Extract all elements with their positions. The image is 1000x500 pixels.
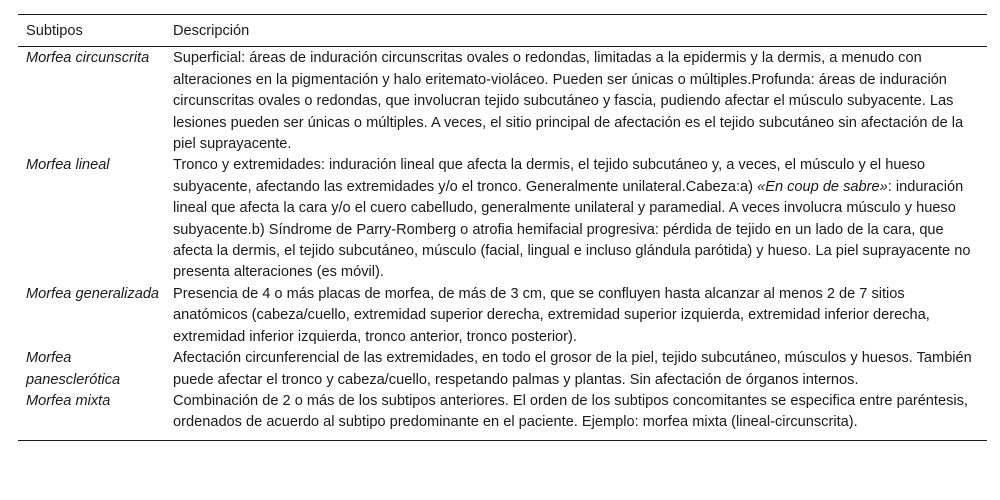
description-cell xyxy=(165,155,987,283)
subtype-cell: Morfea lineal xyxy=(26,157,110,174)
table-row xyxy=(18,284,987,348)
description-text: : induración lineal que afecta la cara y/o el cuero cabelludo, generalmente unilateral y paramedial. A veces involucra músculo y hueso subyacente.b) Síndrome de Parry-Romberg o atrofia hemifacial progresiva: pérdida de tejido en un lado de la cara, que afecta la dermis, el tejido subcutáneo, músculo (facial, lingual e incluso glándula parótida) y hueso. La piel suprayacente no presenta alteraciones (es móvil). xyxy=(173,178,971,281)
morphea-subtypes-table xyxy=(18,14,987,441)
subtype-cell: Morfea panesclerótica xyxy=(26,350,121,388)
description-italic-text: «En coup de sabre» xyxy=(757,178,888,195)
description-cell: Combinación de 2 o más de los subtipos anteriores. El orden de los subtipos concomitantes se especifica entre paréntesis, ordenados de acuerdo al subtipo predominante en el paciente. Ejemplo: morfea mixta (lineal-circunscrita). xyxy=(165,391,987,440)
subtypes-table xyxy=(18,14,987,441)
subtype-cell: Morfea generalizada xyxy=(26,285,160,302)
table-row xyxy=(18,391,987,440)
table-header xyxy=(18,15,987,47)
header-subtype: Subtipos xyxy=(18,15,165,47)
table-body xyxy=(18,47,987,440)
description-cell: Presencia de 4 o más placas de morfea, de más de 3 cm, que se confluyen hasta alcanzar al menos 2 de 7 sitios anatómicos (cabeza/cuello, extremidad superior derecha, extremidad superior izquierda, extremidad inferior derecha, extremidad inferior izquierda, tronco anterior, tronco posterior). xyxy=(173,285,930,345)
description-text: Tronco y extremidades: induración lineal que afecta la dermis, el tejido subcutáneo y, a veces, el músculo y el hueso subyacente, afectando las extremidades y/o el tronco. Generalmente unilateral.Cabeza:a) xyxy=(173,157,925,195)
description-cell: Superficial: áreas de induración circunscritas ovales o redondas, limitadas a la epidermis y la dermis, a menudo con alteraciones en la pigmentación y halo eritemato-violáceo. Pueden ser únicas o múltiples.Profunda: áreas de induración circunscritas ovales o redondas, que involucran tejido subcutáneo y fascia, pudiendo afectar el músculo subyacente. Las lesiones pueden ser únicas o múltiples. A veces, el sitio principal de afectación es el tejido subcutáneo sin afectación de la piel suprayacente. xyxy=(173,50,964,153)
description-cell: Afectación circunferencial de las extremidades, en todo el grosor de la piel, tejido subcutáneo, músculos y huesos. También puede afectar el tronco y cabeza/cuello, respetando palmas y plantas. Sin afectación de órganos internos. xyxy=(173,350,972,388)
header-row xyxy=(18,15,987,47)
subtype-cell: Morfea mixta xyxy=(18,391,165,440)
subtype-cell: Morfea circunscrita xyxy=(26,50,150,67)
table-row xyxy=(18,348,987,391)
table-row xyxy=(18,47,987,156)
header-description: Descripción xyxy=(165,15,987,47)
table-row xyxy=(18,155,987,283)
